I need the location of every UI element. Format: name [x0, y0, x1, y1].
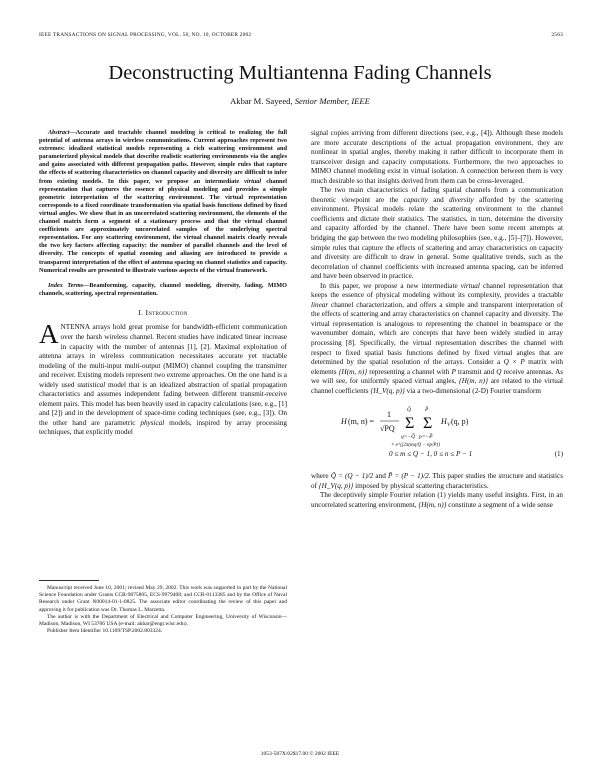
- svg-text:Σ: Σ: [423, 415, 433, 433]
- copyright-footer: 1053-587X/02$17.00 © 2002 IEEE: [260, 751, 340, 757]
- svg-text:p=−P̃: p=−P̃: [419, 434, 433, 441]
- author-line: [0, 96, 600, 106]
- index-terms: Index Terms—Beamforming, capacity, channel modeling, diversity, fading, MIMO channels, scattering, spectral representation.: [39, 281, 287, 297]
- svg-text:(q, p): (q, p): [451, 417, 469, 427]
- svg-text:√PQ: √PQ: [380, 424, 395, 434]
- equation-number: (1): [554, 450, 563, 459]
- paragraph: signal copies arriving from different directions (see, e.g., [4]). Although these models are more accurate descriptions of the actual propagation environment, they are nonlinear in spatial angles, thereby making it rather difficult to incorporate them in transceiver design and capacity computations. Furthermore, the two approaches to MIMO channel modeling exist in virtual isolation. A connection between them is very much desirable so that insights derived from them can be cross-leveraged.: [311, 129, 563, 185]
- journal-name: IEEE TRANSACTIONS ON SIGNAL PROCESSING, VOL. 50, NO. 10, OCTOBER 2002: [39, 32, 252, 38]
- paragraph: The deceptively simple Fourier relation (1) yields many useful insights. First, in an uncorrelated scattering environment, {H(m, n)} constitute a segment of a wide sense: [311, 491, 563, 509]
- svg-text:H: H: [341, 417, 347, 427]
- svg-text:Q̃: Q̃: [407, 407, 411, 414]
- paragraph: The two main characteristics of fading spatial channels from a communication theoretic viewpoint are the capacity and diversity afforded by the scattering environment. Physical models relate the scattering environment to the channel coefficients and dictate their statistics. The statistics, in turn, determine the diversity and capacity afforded by the channel. There have been some recent attempts at bridging the gap between the two modeling philosophies (see, e.g., [5]–[7]). However, simple rules that capture the effects of scattering and array characteristics on capacity and diversity are difficult to draw in general. Some qualitative trends, such as the decorrelation of channel coefficients with increased antenna spacing, can be inferred and have been observed in practice.: [311, 186, 564, 281]
- fourier-equation: [311, 402, 563, 448]
- footnote-publisher: Publisher Item Identifier 10.1109/TSP.2002.803324.: [47, 628, 163, 635]
- svg-text:V: V: [447, 422, 451, 429]
- index-terms-label: Index Terms: [48, 281, 84, 289]
- paper-title: Deconstructing Multiantenna Fading Channels: [108, 62, 492, 84]
- footnotes: [39, 585, 287, 635]
- running-header: [39, 32, 563, 38]
- equation-condition: 0 ≤ m ≤ Q − 1, 0 ≤ n ≤ P − 1: [389, 450, 473, 459]
- paragraph: In this paper, we propose a new intermediate virtual channel representation that keeps the essence of physical modeling without its complexity, provides a tractable linear channel characterization, and offers a simple and transparent interpretation of the effects of scattering and array characteristics on channel capacity and diversity. The virtual representation is analogous to representing the channel in beamspace or the wavenumber domain, which are concepts that have been widely studied in array processing [8]. Specifically, the virtual representation describes the channel with respect to fixed spatial basis functions defined by fixed virtual angles that are determined by the spatial resolution of the arrays. Consider a Q × P matrix with elements {H(m, n)} representing a channel with P transmit and Q receive antennas. As we will see, for uniformly spaced virtual angles, {H(m, n)} are related to the virtual channel coefficients {H_V(q, p)} via a two-dimensional (2-D) Fourier transform: [311, 281, 564, 395]
- author-role: Senior Member, IEEE: [294, 96, 370, 106]
- svg-text:× e^{j2π(mq/Q − np/P)}: × e^{j2π(mq/Q − np/P)}: [391, 443, 441, 449]
- page-number: 2563: [551, 32, 563, 38]
- paragraph: where Q̃ = (Q − 1)/2 and P̃ = (P − 1)/2. This paper studies the structure and statistics of {H_V(q, p)} imposed by physical scattering characteristics.: [311, 472, 564, 490]
- footnote-rule: [39, 580, 99, 581]
- svg-text:P̃: P̃: [425, 407, 429, 414]
- drop-cap: A: [39, 319, 59, 350]
- abstract: Abstract—Accurate and tractable channel modeling is critical to realizing the full potential of antenna arrays in wireless communications. Current approaches represent two extremes: idealized statistical models representing a rich scattering environment and parameterized physical models that describe realistic scattering environments via the angles and gains associated with different propagation paths. However, simple rules that capture the effects of scattering characteristics on channel capacity and diversity are difficult to infer from existing models. In this paper, we propose an intermediate virtual channel representation that captures the essence of physical modeling and provides a simple geometric interpretation of the scattering environment. The virtual representation corresponds to a fixed coordinate transformation via spatial basis functions defined by fixed virtual angles. We show that in an uncorrelated scattering environment, the elements of the channel matrix form a segment of a stationary process and that the virtual channel coefficients are approximately uncorrelated samples of the underlying spectral representation. For any scattering environment, the virtual channel matrix clearly reveals the two key factors affecting capacity: the number of parallel channels and the level of diversity. The concepts of spatial zooming and aliasing are introduced to provide a transparent interpretation of the effect of antenna spacing on channel statistics and capacity. Numerical results are presented to illustrate various aspects of the virtual framework.: [39, 129, 288, 274]
- footnote-author: The author is with the Department of Electrical and Computer Engineering, University of Wisconsin—Madison, Madison, WI 53706 USA (e-mail: akbar@engr.wisc.edu).: [39, 613, 287, 628]
- right-column: [311, 129, 563, 511]
- intro-paragraph: ANTENNA arrays hold great promise for bandwidth-efficient communication over the harsh wireless channel. Recent studies have indicated linear increase in capacity with the number of antennas [1], [2]. Maximal exploitation of antenna arrays in wireless communication necessitates accurate yet tractable modeling of the multi-input multi-output (MIMO) channel coupling the transmitter and receiver. Existing models represent two extreme approaches. On the one hand is a widely used statistical model that is an idealized abstraction of spatial propagation characteristics and assumes independent fading between different transmit-receive element pairs. This model has been heavily used in capacity calculations (see, e.g., [1] and [2]) and in the development of space-time coding techniques (see, e.g., [3]). On the other hand are parametric physical models, inspired by array processing techniques, that explicitly model: [39, 319, 288, 437]
- section-heading: I. Introduction: [138, 307, 188, 317]
- svg-text:q=−Q̃: q=−Q̃: [401, 434, 416, 441]
- author-name: Akbar M. Sayeed,: [230, 96, 293, 106]
- abstract-label: Abstract: [48, 129, 70, 136]
- svg-text:Σ: Σ: [405, 415, 415, 433]
- left-column: [39, 129, 287, 438]
- svg-text:(m, n) =: (m, n) =: [348, 417, 375, 427]
- svg-text:H: H: [441, 417, 447, 427]
- equation-1: [311, 402, 563, 468]
- footnote-manuscript: Manuscript received June 10, 2001; revised May 29, 2002. This work was supported in part by the National Science Foundation under Grants CCR-9875805, ECS-9979408, and CCR-0113385 and by the Office of Naval Research under Grant N00014-01-1-0825. The associate editor coordinating the review of this paper and approving it for publication was Dr. Thomas L. Marzetta.: [39, 585, 287, 613]
- svg-text:1: 1: [387, 410, 391, 420]
